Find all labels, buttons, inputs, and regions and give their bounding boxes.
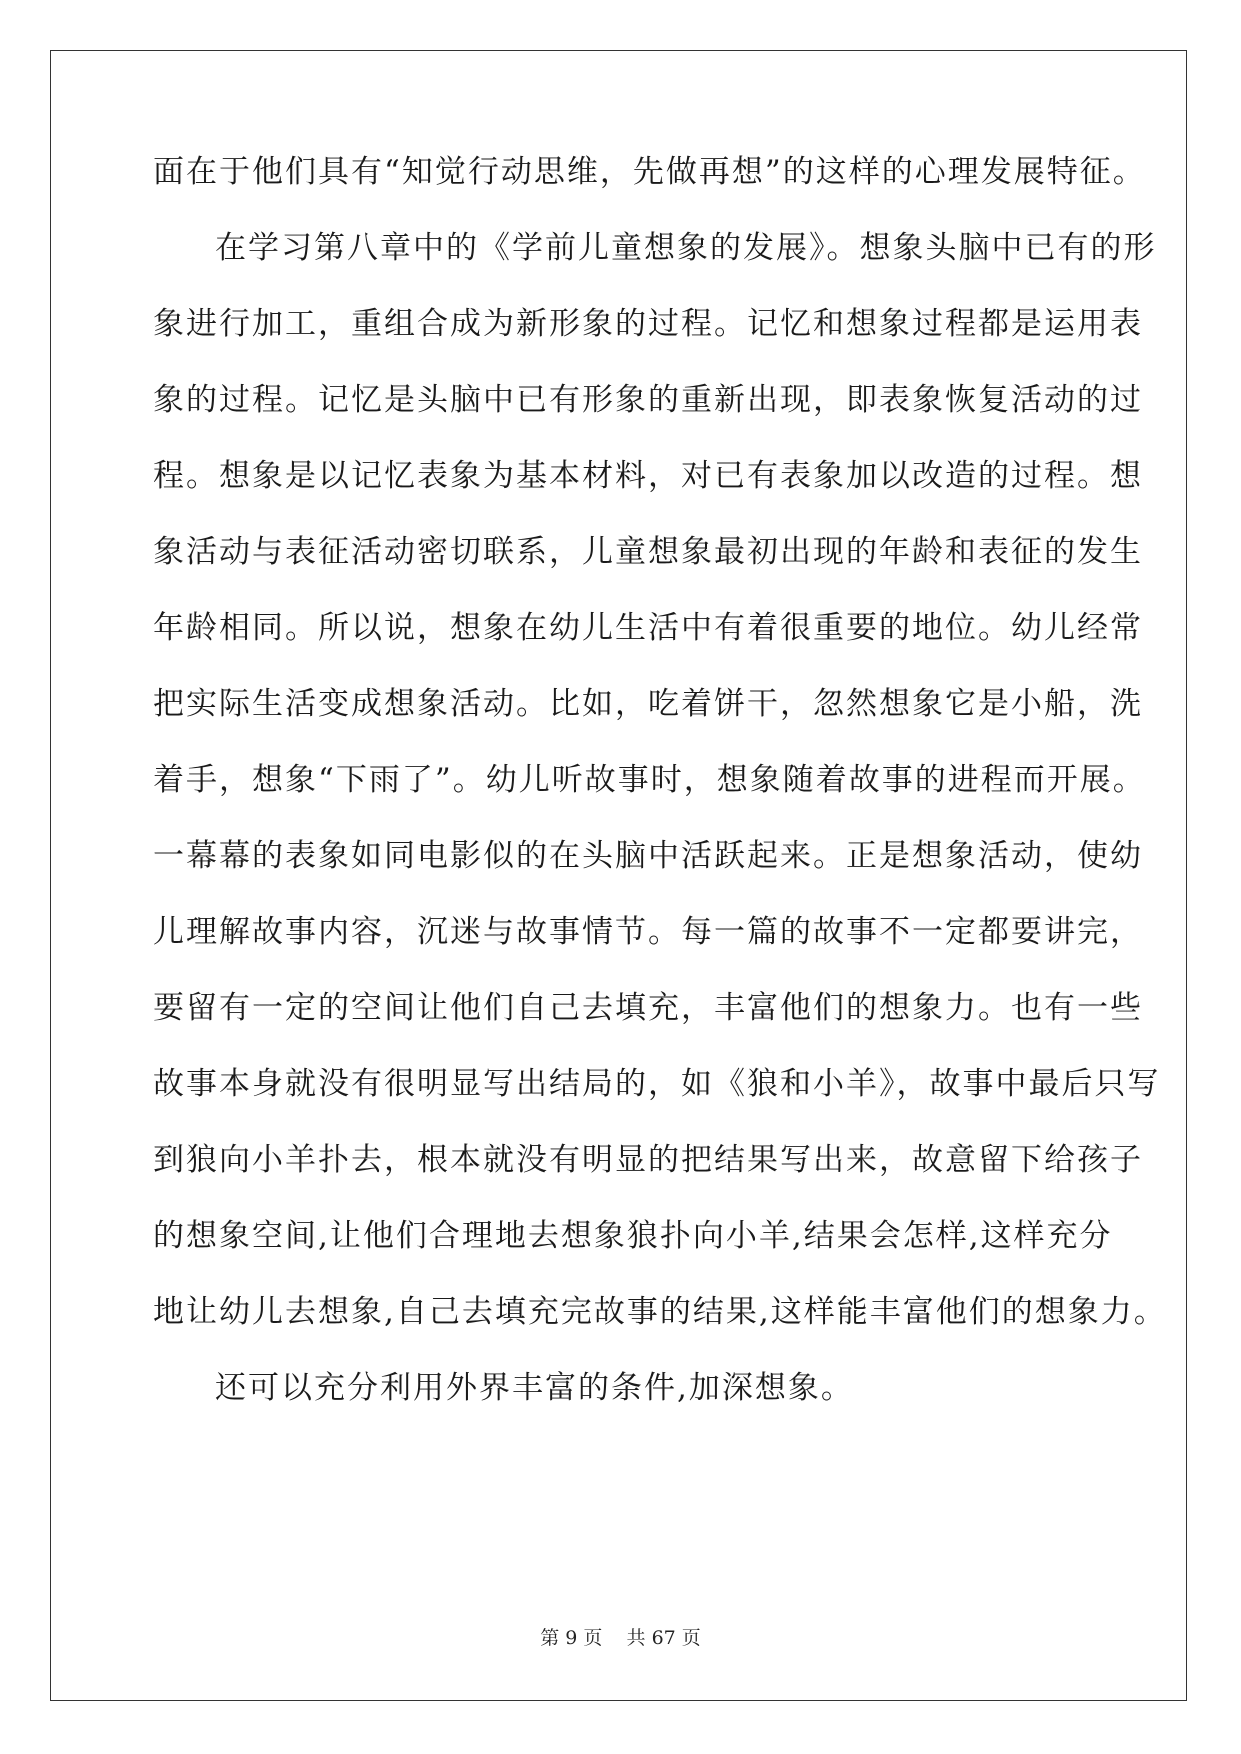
text-line: 面在于他们具有“知觉行动思维，先做再想”的这样的心理发展特征。 <box>153 154 1146 190</box>
page-footer <box>0 1623 1241 1650</box>
text-line: 象进行加工，重组合成为新形象的过程。记忆和想象过程都是运用表 <box>153 306 1143 342</box>
paragraph-first-line: 还可以充分利用外界丰富的条件,加深想象。 <box>215 1370 854 1406</box>
text-line: 一幕幕的表象如同电影似的在头脑中活跃起来。正是想象活动，使幼 <box>153 838 1143 874</box>
text-line: 象活动与表征活动密切联系，儿童想象最初出现的年龄和表征的发生 <box>153 534 1143 570</box>
paragraph-first-line: 在学习第八章中的《学前儿童想象的发展》。想象头脑中已有的形 <box>215 230 1157 266</box>
text-line: 故事本身就没有很明显写出结局的，如《狼和小羊》，故事中最后只写 <box>153 1066 1161 1102</box>
text-line: 要留有一定的空间让他们自己去填充，丰富他们的想象力。也有一些 <box>153 990 1143 1026</box>
total-pages: 共 67 页 <box>626 1627 701 1649</box>
text-line: 到狼向小羊扑去，根本就没有明显的把结果写出来，故意留下给孩子 <box>153 1142 1143 1178</box>
page-number: 第 9 页 <box>540 1627 603 1649</box>
text-line: 象的过程。记忆是头脑中已有形象的重新出现，即表象恢复活动的过 <box>153 382 1143 418</box>
text-line: 年龄相同。所以说，想象在幼儿生活中有着很重要的地位。幼儿经常 <box>153 610 1143 646</box>
text-line: 地让幼儿去想象,自己去填充完故事的结果,这样能丰富他们的想象力。 <box>153 1294 1167 1330</box>
text-line: 把实际生活变成想象活动。比如，吃着饼干，忽然想象它是小船，洗 <box>153 686 1143 722</box>
text-line: 儿理解故事内容，沉迷与故事情节。每一篇的故事不一定都要讲完， <box>153 914 1143 950</box>
text-line: 的想象空间,让他们合理地去想象狼扑向小羊,结果会怎样,这样充分 <box>153 1218 1113 1254</box>
text-line: 着手，想象“下雨了”。幼儿听故事时，想象随着故事的进程而开展。 <box>153 762 1146 798</box>
text-line: 程。想象是以记忆表象为基本材料，对已有表象加以改造的过程。想 <box>153 458 1143 494</box>
